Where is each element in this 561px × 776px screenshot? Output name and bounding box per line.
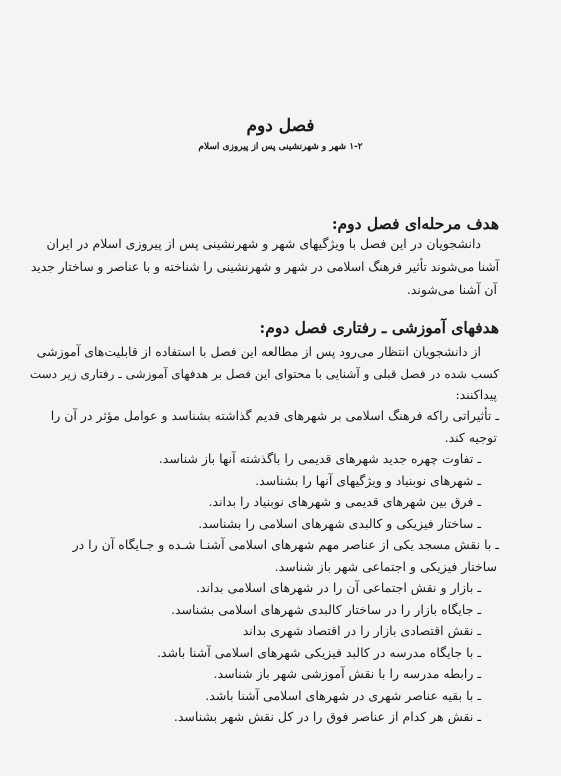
- chapter-label: فصل دوم: [246, 116, 315, 136]
- goal-item: ـ جایگاه بازار را در ساختار کالبدی شهرهای اسلامی بشناسد.: [170, 602, 481, 617]
- goal-item: ـ با بقیه عناصر شهری در شهرهای اسلامی آشنا باشد.: [205, 688, 481, 703]
- goal-item: ـ رابطه مدرسه را با نقش آموزشی شهر باز شناسد.: [213, 666, 481, 681]
- goal-item: ساختار فیزیکی و اجتماعی شهر باز شناسد.: [274, 559, 497, 574]
- behavioral-intro-line: کسب شده در فصل قبلی و آشنایی با محتوای این فصل بر هدفهای آموزشی ـ رفتاری زیر دست: [29, 367, 499, 381]
- goal-item: ـ تأثیراتی راکه فرهنگ اسلامی بر شهرهای قدیم گذاشته بشناسد و عوامل مؤثر در آن را: [50, 408, 499, 423]
- goal-item: ـ با نقش مسجد یکی از عناصر مهم شهرهای اسلامی آشنـا شـده و جـایگاه آن را در: [72, 537, 499, 552]
- stage-goal-line: دانشجویان در این فصل با ویژگیهای شهر و شهرنشینی پس از پیروزی اسلام در ایران: [46, 236, 481, 251]
- chapter-title: ۱-۲ شهر و شهرنشینی پس از پیروزی اسلام: [198, 142, 363, 152]
- behavioral-goals-heading: هدفهای آموزشی ـ رفتاری فصل دوم:: [259, 318, 499, 337]
- behavioral-intro-line: پیداکنند:: [455, 387, 497, 402]
- stage-goal-line: آن آشنا می‌شوند.: [406, 282, 497, 297]
- goal-item: ـ با جایگاه مدرسه در کالبد فیزیکی شهرهای اسلامی آشنا باشد.: [156, 645, 481, 660]
- goal-item: ـ تفاوت چهره جدید شهرهای قدیمی را باگذشته آنها باز شناسد.: [158, 451, 481, 466]
- behavioral-intro-line: از دانشجویان انتظار می‌رود پس از مطالعه این فصل با استفاده از قابلیت‌های آموزشی: [36, 344, 481, 359]
- goal-item: ـ بازار و نقش اجتماعی آن را در شهرهای اسلامی بداند.: [195, 580, 481, 595]
- goal-item: ـ ساختار فیزیکی و کالبدی شهرهای اسلامی را بشناسد.: [198, 516, 481, 531]
- goal-item: ـ شهرهای نوبنیاد و ویژگیهای آنها را بشناسد.: [255, 473, 481, 488]
- goal-item: توجیه کند.: [444, 430, 497, 445]
- goal-item: ـ نقش هر کدام از عناصر فوق را در کل نقش شهر بشناسد.: [173, 709, 481, 724]
- stage-goal-line: آشنا می‌شوند تأثیر فرهنگ اسلامی در شهر و شهرنشینی را شناخته و با عناصر و ساختار جدید: [30, 260, 499, 274]
- stage-goal-heading: هدف مرحله‌ای فصل دوم:: [331, 214, 499, 233]
- goal-item: ـ نقش اقتصادی بازار را در اقتصاد شهری بداند: [242, 623, 481, 638]
- goal-item: ـ فرق بین شهرهای قدیمی و شهرهای نوبنیاد را بداند.: [208, 494, 481, 509]
